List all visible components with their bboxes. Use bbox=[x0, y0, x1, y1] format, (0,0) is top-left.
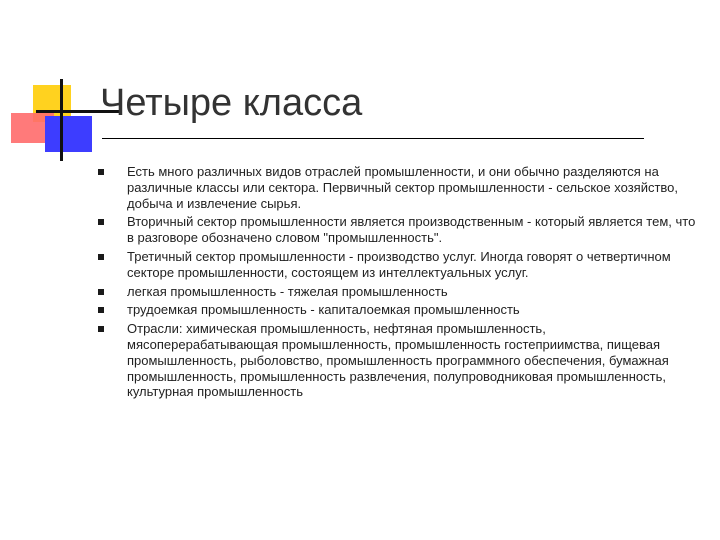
square-bullet-icon bbox=[98, 169, 104, 175]
bullet-text: Третичный сектор промышленности - производство услуг. Иногда говорят о четвертичном секторе промышленности, состоящем из интеллектуальных услуг. bbox=[127, 248, 671, 280]
title-underline bbox=[102, 138, 644, 139]
bullet-text: Отрасли: химическая промышленность, нефтяная промышленность, мясоперерабатывающая промышленность, промышленность гостеприимства, пищевая промышленность, рыболовство, промышленность программного обеспечения, бумажная промышленность, промышленность развлечения, полупроводниковая промышленность, культурная промышленность bbox=[127, 321, 669, 400]
bullet-item bbox=[98, 321, 698, 400]
bullet-text: Вторичный сектор промышленности является производственным - который является тем, что в разговоре обозначено словом "промышленность". bbox=[127, 214, 696, 246]
bullet-item bbox=[98, 249, 698, 281]
bullet-list bbox=[98, 164, 698, 403]
bullet-text: трудоемкая промышленность - капиталоемкая промышленность bbox=[127, 302, 520, 318]
bullet-item bbox=[98, 214, 698, 246]
slide-title: Четыре класса bbox=[100, 82, 363, 124]
decorative-vertical-line bbox=[60, 79, 63, 161]
square-bullet-icon bbox=[98, 219, 104, 225]
square-bullet-icon bbox=[98, 326, 104, 332]
bullet-item bbox=[98, 284, 698, 300]
decorative-blue-square bbox=[45, 116, 92, 152]
square-bullet-icon bbox=[98, 254, 104, 260]
bullet-text: Есть много различных видов отраслей промышленности, и они обычно разделяются на различные классы или сектора. Первичный сектор промышленности - сельское хозяйство, добыча и извлечение сырья. bbox=[127, 164, 679, 211]
bullet-text: легкая промышленность - тяжелая промышленность bbox=[127, 283, 448, 299]
bullet-item bbox=[98, 164, 698, 211]
square-bullet-icon bbox=[98, 307, 104, 313]
bullet-item bbox=[98, 302, 698, 318]
square-bullet-icon bbox=[98, 289, 104, 295]
